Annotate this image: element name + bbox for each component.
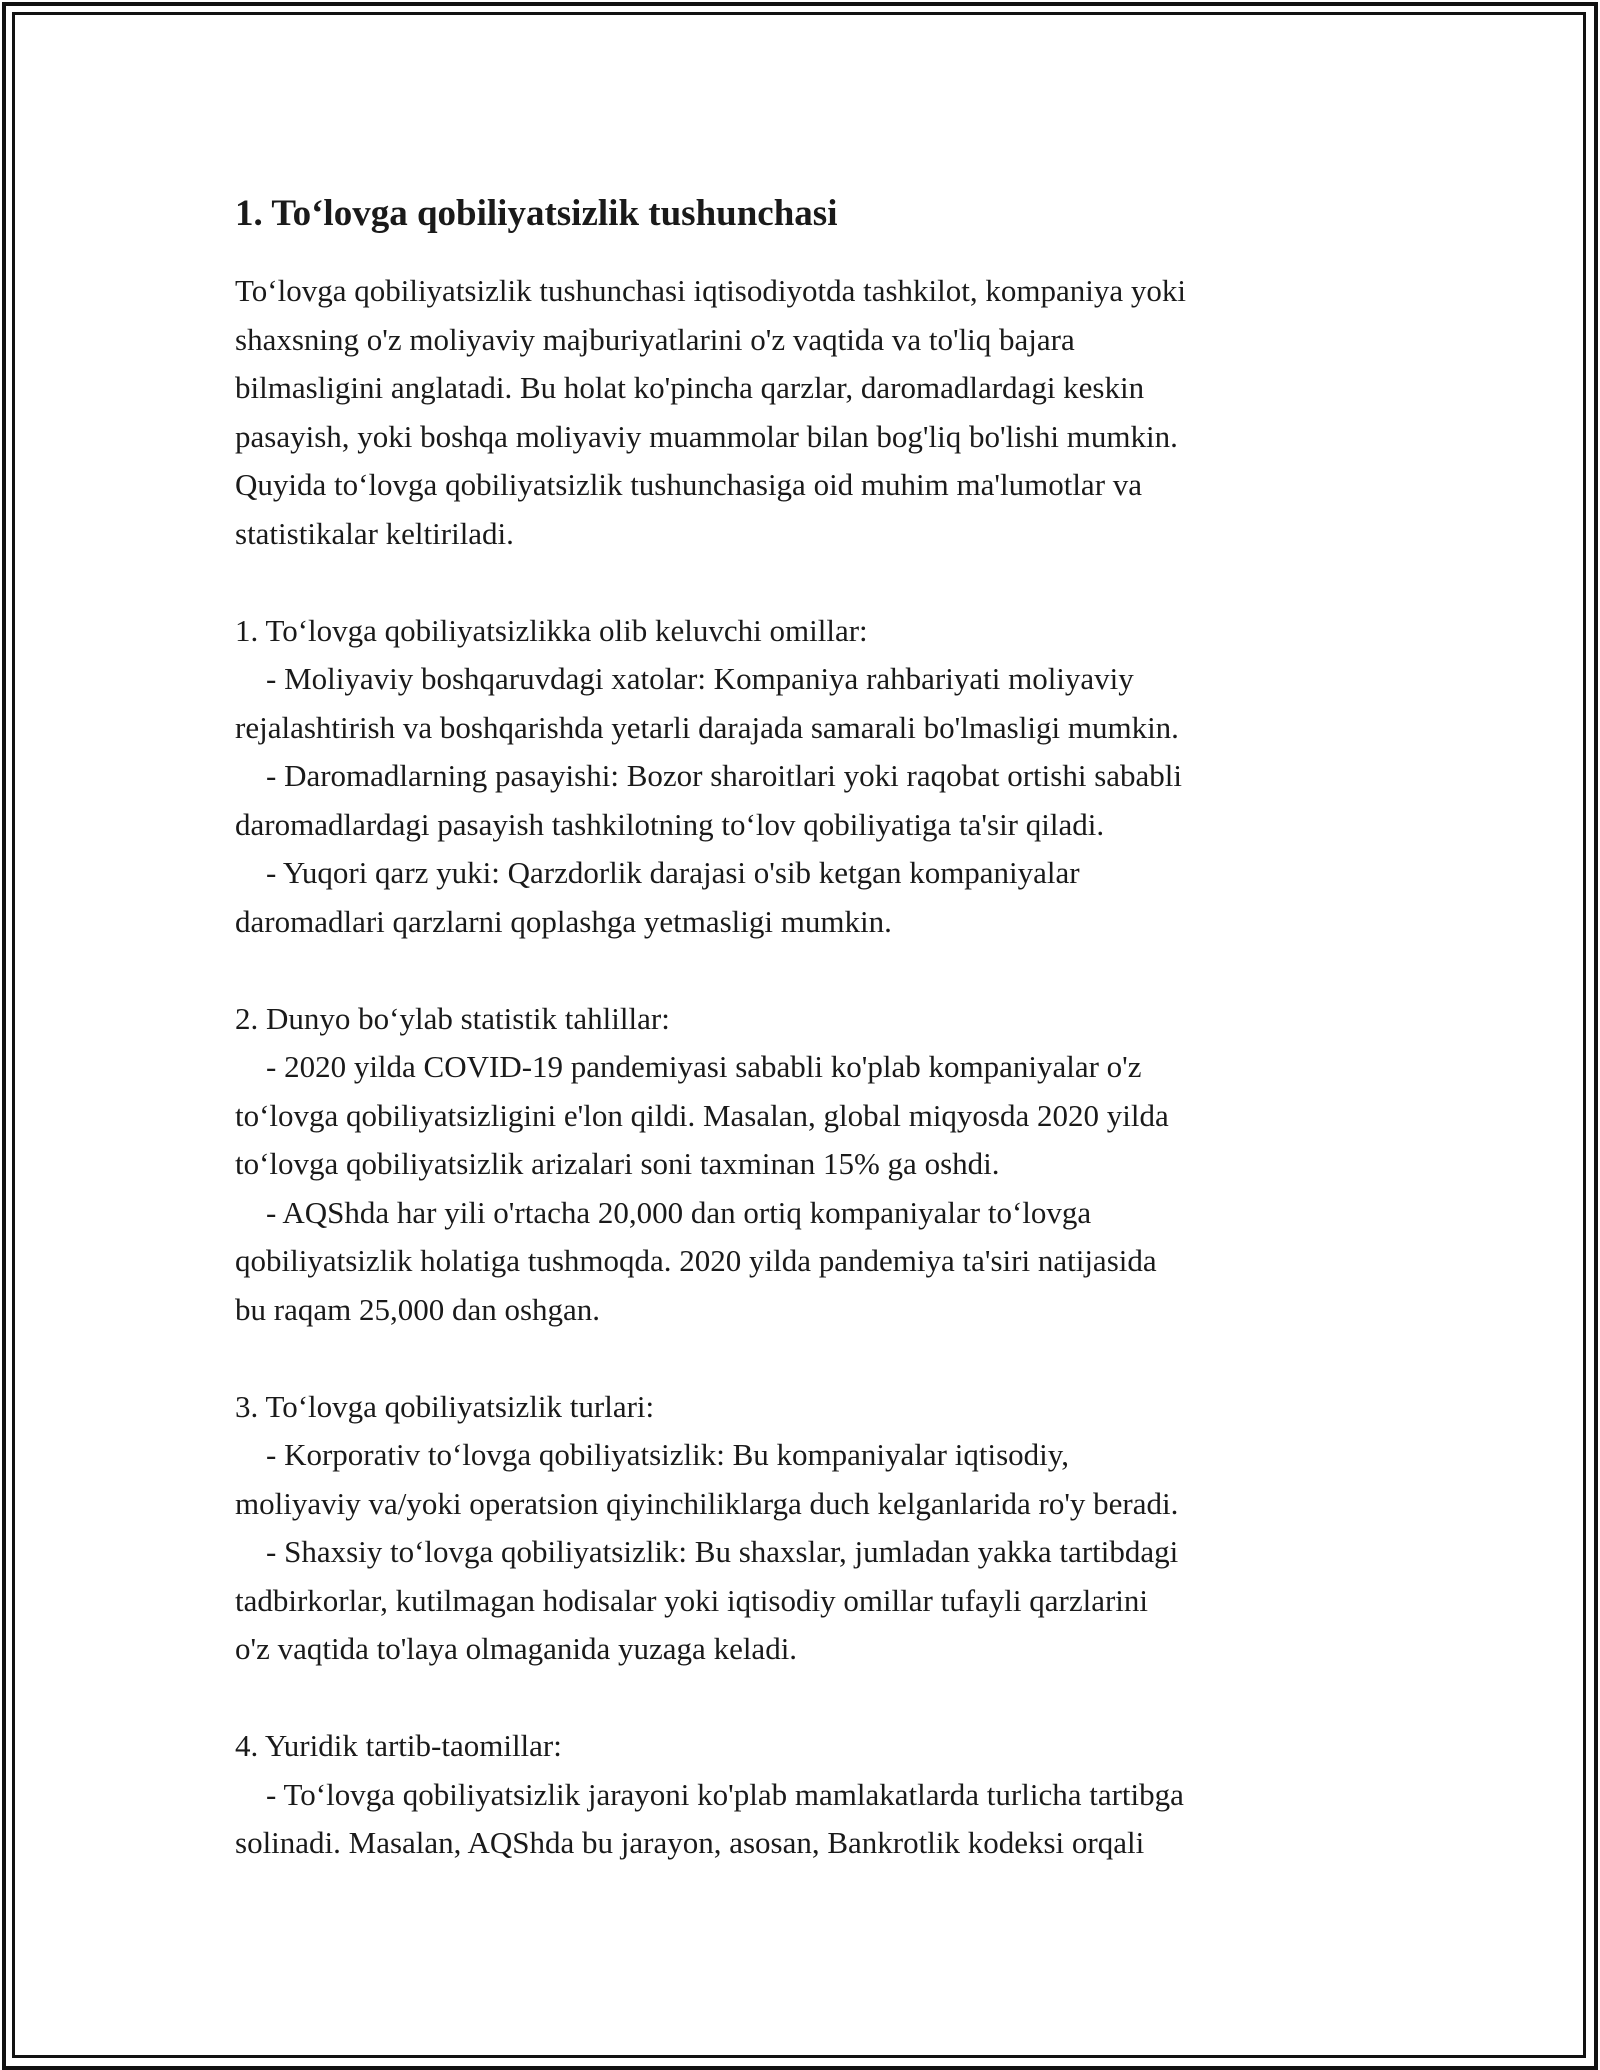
text-line: - Yuqori qarz yuki: Qarzdorlik darajasi o'sib ketgan kompaniyalar	[235, 855, 1080, 890]
text-line: 1. To‘lovga qobiliyatsizlikka olib keluvchi omillar:	[235, 612, 868, 648]
text-line: - To‘lovga qobiliyatsizlik jarayoni ko'plab mamlakatlarda turlicha tartibga	[235, 1776, 1184, 1812]
text-line: moliyaviy va/yoki operatsion qiyinchiliklarga duch kelganlarida ro'y beradi.	[235, 1485, 1179, 1521]
text-line: pasayish, yoki boshqa moliyaviy muammolar bilan bog'liq bo'lishi mumkin.	[235, 418, 1178, 454]
text-line: to‘lovga qobiliyatsizligini e'lon qildi. Masalan, global miqyosda 2020 yilda	[235, 1097, 1169, 1133]
text-line: - Moliyaviy boshqaruvdagi xatolar: Kompaniya rahbariyati moliyaviy	[235, 661, 1134, 696]
text-line: To‘lovga qobiliyatsizlik tushunchasi iqtisodiyotda tashkilot, kompaniya yoki	[235, 273, 1186, 308]
text-line: daromadlari qarzlarni qoplashga yetmasligi mumkin.	[235, 903, 892, 939]
text-line: shaxsning o'z moliyaviy majburiyatlarini o'z vaqtida va to'liq bajara	[235, 321, 1075, 357]
text-line: 2. Dunyo bo‘ylab statistik tahlillar:	[235, 1000, 670, 1036]
blank-line	[235, 558, 1415, 607]
text-line: - Daromadlarning pasayishi: Bozor sharoitlari yoki raqobat ortishi sababli	[235, 758, 1182, 793]
text-line: 3. To‘lovga qobiliyatsizlik turlari:	[235, 1388, 655, 1424]
text-line: Quyida to‘lovga qobiliyatsizlik tushunchasiga oid muhim ma'lumotlar va	[235, 467, 1143, 502]
blank-line	[235, 1674, 1415, 1723]
blank-line	[235, 1334, 1415, 1383]
text-line: rejalashtirish va boshqarishda yetarli darajada samarali bo'lmasligi mumkin.	[235, 709, 1179, 745]
text-line: - Korporativ to‘lovga qobiliyatsizlik: Bu kompaniyalar iqtisodiy,	[235, 1437, 1070, 1472]
document-body	[235, 185, 1415, 1868]
text-line: tadbirkorlar, kutilmagan hodisalar yoki iqtisodiy omillar tufayli qarzlarini	[235, 1582, 1149, 1618]
text-line: 4. Yuridik tartib-taomillar:	[235, 1728, 562, 1763]
text-line: o'z vaqtida to'laya olmaganida yuzaga keladi.	[235, 1631, 798, 1666]
text-line: bu raqam 25,000 dan oshgan.	[235, 1291, 601, 1327]
text-line: - 2020 yilda COVID-19 pandemiyasi sababli ko'plab kompaniyalar o'z	[235, 1049, 1142, 1084]
text-line: solinadi. Masalan, AQShda bu jarayon, asosan, Bankrotlik kodeksi orqali	[235, 1825, 1145, 1860]
text-line: to‘lovga qobiliyatsizlik arizalari soni taxminan 15% ga oshdi.	[235, 1146, 1000, 1181]
text-line: bilmasligini anglatadi. Bu holat ko'pincha qarzlar, daromadlardagi keskin	[235, 370, 1145, 405]
text-line: - Shaxsiy to‘lovga qobiliyatsizlik: Bu shaxslar, jumladan yakka tartibdagi	[235, 1534, 1179, 1569]
section-heading: 1. To‘lovga qobiliyatsizlik tushunchasi	[235, 193, 838, 234]
text-line: statistikalar keltiriladi.	[235, 515, 514, 551]
blank-line	[235, 946, 1415, 995]
document-text	[235, 267, 1415, 1868]
text-line: - AQShda har yili o'rtacha 20,000 dan ortiq kompaniyalar to‘lovga	[235, 1194, 1092, 1230]
text-line: daromadlardagi pasayish tashkilotning to‘lov qobiliyatiga ta'sir qiladi.	[235, 806, 1105, 842]
text-line: qobiliyatsizlik holatiga tushmoqda. 2020 yilda pandemiya ta'siri natijasida	[235, 1243, 1157, 1278]
